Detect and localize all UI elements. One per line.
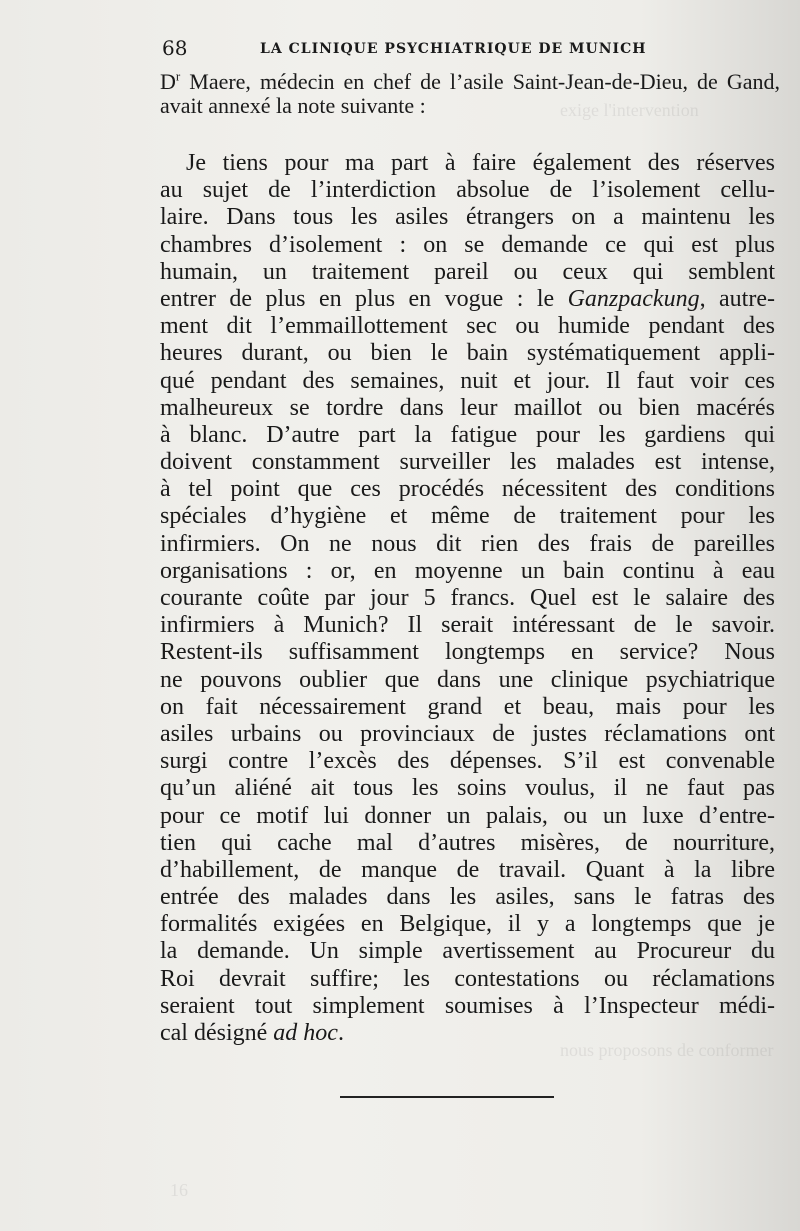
end-rule	[340, 1096, 554, 1098]
running-header	[160, 36, 780, 60]
intro-text: Maere, médecin en chef de l’asile Saint-Jean-de-Dieu, de Gand, avait annexé la note suivante :	[160, 69, 780, 118]
text-line: spéciales d’hygiène et même de traitement pour les	[160, 503, 775, 530]
text-line: humain, un traitement pareil ou ceux qui semblent	[160, 258, 775, 285]
running-title: LA CLINIQUE PSYCHIATRIQUE DE MUNICH	[260, 41, 647, 57]
text-line: formalités exigées en Belgique, il y a longtemps que je	[160, 911, 775, 938]
text-line: laire. Dans tous les asiles étrangers on a maintenu les	[160, 204, 775, 231]
text-line: asiles urbains ou provinciaux de justes réclamations ont	[160, 720, 775, 747]
italic-term: Ganzpackung	[567, 285, 700, 312]
text-line: Je tiens pour ma part à faire également des réserves	[186, 150, 775, 176]
text-line: tien qui cache mal d’autres misères, de nourriture,	[160, 829, 775, 856]
intro-prefix: D	[160, 69, 176, 94]
text-line: entrée des malades dans les asiles, sans le fatras des	[160, 884, 775, 911]
intro-paragraph	[160, 70, 780, 118]
text-line: qu’un aliéné ait tous les soins voulus, il ne faut pas	[160, 775, 775, 802]
page-number: 68	[162, 36, 188, 60]
text-line: à blanc. D’autre part la fatigue pour les gardiens qui	[160, 421, 775, 448]
text-line: ment dit l’emmaillottement sec ou humide pendant des	[160, 313, 775, 340]
text-line: Restent-ils suffisamment longtemps en service? Nous	[160, 639, 775, 666]
bleed-through-text: nous proposons de conformer	[560, 1040, 774, 1060]
text-line: seraient tout simplement soumises à l’Inspecteur médi-	[160, 992, 775, 1019]
bleed-through-text: 16	[170, 1180, 188, 1200]
text-line: au sujet de l’interdiction absolue de l’isolement cellu-	[160, 177, 775, 204]
text-line: Roi devrait suffire; les contestations ou réclamations	[160, 965, 775, 992]
text-line: on fait nécessairement grand et beau, mais pour les	[160, 693, 775, 720]
text-line: infirmiers. On ne nous dit rien des frais de pareilles	[160, 530, 775, 557]
text-line: doivent constamment surveiller les malades est intense,	[160, 449, 775, 476]
text-line: organisations : or, en moyenne un bain continu à eau	[160, 557, 775, 584]
text-line: courante coûte par jour 5 francs. Quel est le salaire des	[160, 585, 775, 611]
text-line: ne pouvons oublier que dans une clinique psychiatrique	[160, 666, 775, 693]
intro-superscript: r	[175, 68, 181, 84]
bleed-through-text: exige l'intervention	[560, 100, 699, 120]
text-line: chambres d’isolement : on se demande ce qui est plus	[160, 231, 775, 258]
text-line: heures durant, ou bien le bain systématiquement appli-	[160, 340, 775, 367]
text-line: la demande. Un simple avertissement au Procureur du	[160, 938, 775, 965]
text-line: entrer de plus en plus en vogue : le Ganzpackung, autre-	[160, 285, 775, 312]
text-line: cal désigné ad hoc.	[160, 1020, 344, 1046]
italic-term: ad hoc	[273, 1020, 338, 1046]
text-line: qué pendant des semaines, nuit et jour. Il faut voir ces	[160, 367, 775, 394]
text-line: pour ce motif lui donner un palais, ou un luxe d’entre-	[160, 802, 775, 829]
text-line: à tel point que ces procédés nécessitent des conditions	[160, 476, 775, 503]
text-line: surgi contre l’excès des dépenses. S’il est convenable	[160, 748, 775, 775]
quoted-note	[160, 150, 775, 1047]
text-line: d’habillement, de manque de travail. Quant à la libre	[160, 856, 775, 883]
text-line: malheureux se tordre dans leur maillot ou bien macérés	[160, 394, 775, 421]
text-line: infirmiers à Munich? Il serait intéressant de le savoir.	[160, 612, 775, 639]
